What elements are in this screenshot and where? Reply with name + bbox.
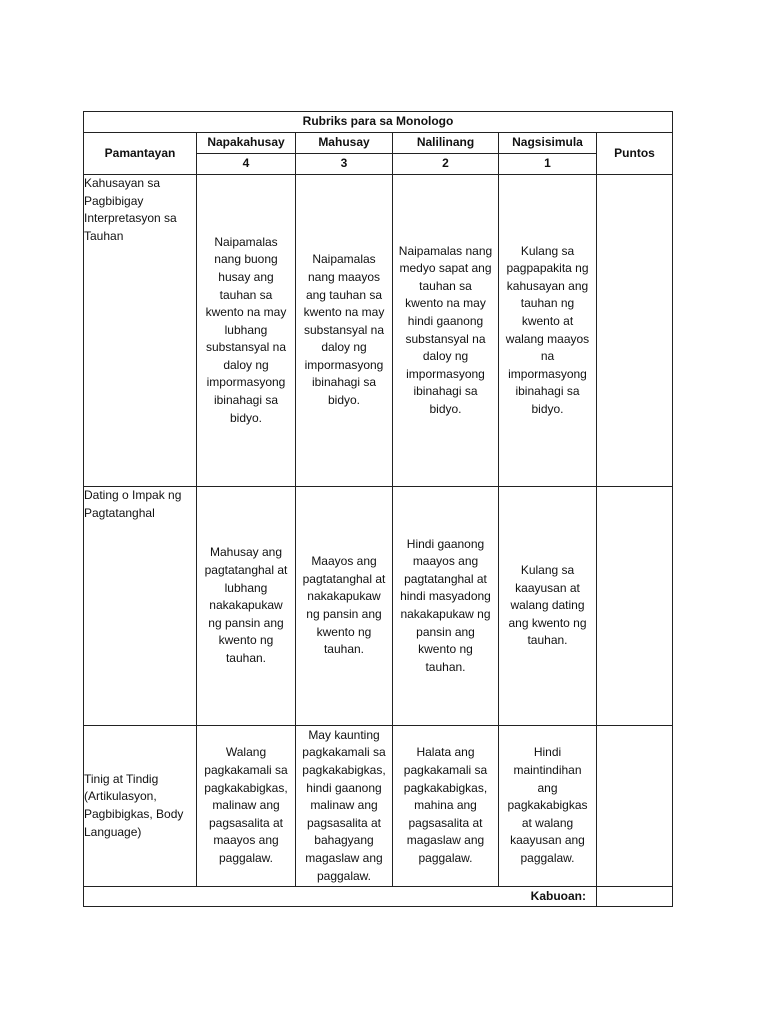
points-cell	[597, 175, 673, 487]
description-cell: Halata ang pagkakamali sa pagkakabigkas, mahina ang pagsasalita at magaslaw ang paggalaw.	[393, 726, 499, 887]
description-cell: Maayos ang pagtatanghal at nakakapukaw ng pansin ang kwento ng tauhan.	[296, 487, 393, 726]
header-points: Puntos	[597, 133, 673, 175]
criteria-cell: Kahusayan sa Pagbibigay Interpretasyon sa Tauhan	[84, 175, 197, 487]
description-cell: Hindi maintindihan ang pagkakabigkas at walang kaayusan ang paggalaw.	[499, 726, 597, 887]
description-cell: Naipamalas nang buong husay ang tauhan sa kwento na may lubhang substansyal na daloy ng impormasyong ibinahagi sa bidyo.	[197, 175, 296, 487]
points-cell	[597, 726, 673, 887]
description-cell: Hindi gaanong maayos ang pagtatanghal at hindi masyadong nakakapukaw ng pansin ang kwento ng tauhan.	[393, 487, 499, 726]
header-level-score: 3	[296, 154, 393, 175]
points-cell	[597, 487, 673, 726]
criteria-cell: Dating o Impak ng Pagtatanghal	[84, 487, 197, 726]
table-row	[84, 487, 673, 726]
criteria-cell: Tinig at Tindig (Artikulasyon, Pagbibigkas, Body Language)	[84, 726, 197, 887]
description-cell: May kaunting pagkakamali sa pagkakabigkas, hindi gaanong malinaw ang pagsasalita at bahagyang magaslaw ang paggalaw.	[296, 726, 393, 887]
description-cell: Kulang sa kaayusan at walang dating ang kwento ng tauhan.	[499, 487, 597, 726]
description-cell: Mahusay ang pagtatanghal at lubhang nakakapukaw ng pansin ang kwento ng tauhan.	[197, 487, 296, 726]
header-level-label: Nagsisimula	[499, 133, 597, 154]
header-level-label: Napakahusay	[197, 133, 296, 154]
description-cell: Naipamalas nang maayos ang tauhan sa kwento na may substansyal na daloy ng impormasyong ibinahagi sa bidyo.	[296, 175, 393, 487]
table-row	[84, 175, 673, 487]
total-points-cell	[597, 887, 673, 907]
header-level-score: 2	[393, 154, 499, 175]
header-level-score: 1	[499, 154, 597, 175]
description-cell: Kulang sa pagpapakita ng kahusayan ang tauhan ng kwento at walang maayos na impormasyong ibinahagi sa bidyo.	[499, 175, 597, 487]
rubric-table	[83, 111, 673, 907]
total-label: Kabuoan:	[84, 887, 597, 907]
total-row	[84, 887, 673, 907]
header-level-label: Nalilinang	[393, 133, 499, 154]
description-cell: Walang pagkakamali sa pagkakabigkas, malinaw ang pagsasalita at maayos ang paggalaw.	[197, 726, 296, 887]
header-level-label: Mahusay	[296, 133, 393, 154]
header-criteria: Pamantayan	[84, 133, 197, 175]
header-level-score: 4	[197, 154, 296, 175]
description-cell: Naipamalas nang medyo sapat ang tauhan sa kwento na may hindi gaanong substansyal na daloy ng impormasyong ibinahagi sa bidyo.	[393, 175, 499, 487]
table-row	[84, 726, 673, 887]
rubric-title: Rubriks para sa Monologo	[84, 112, 673, 133]
